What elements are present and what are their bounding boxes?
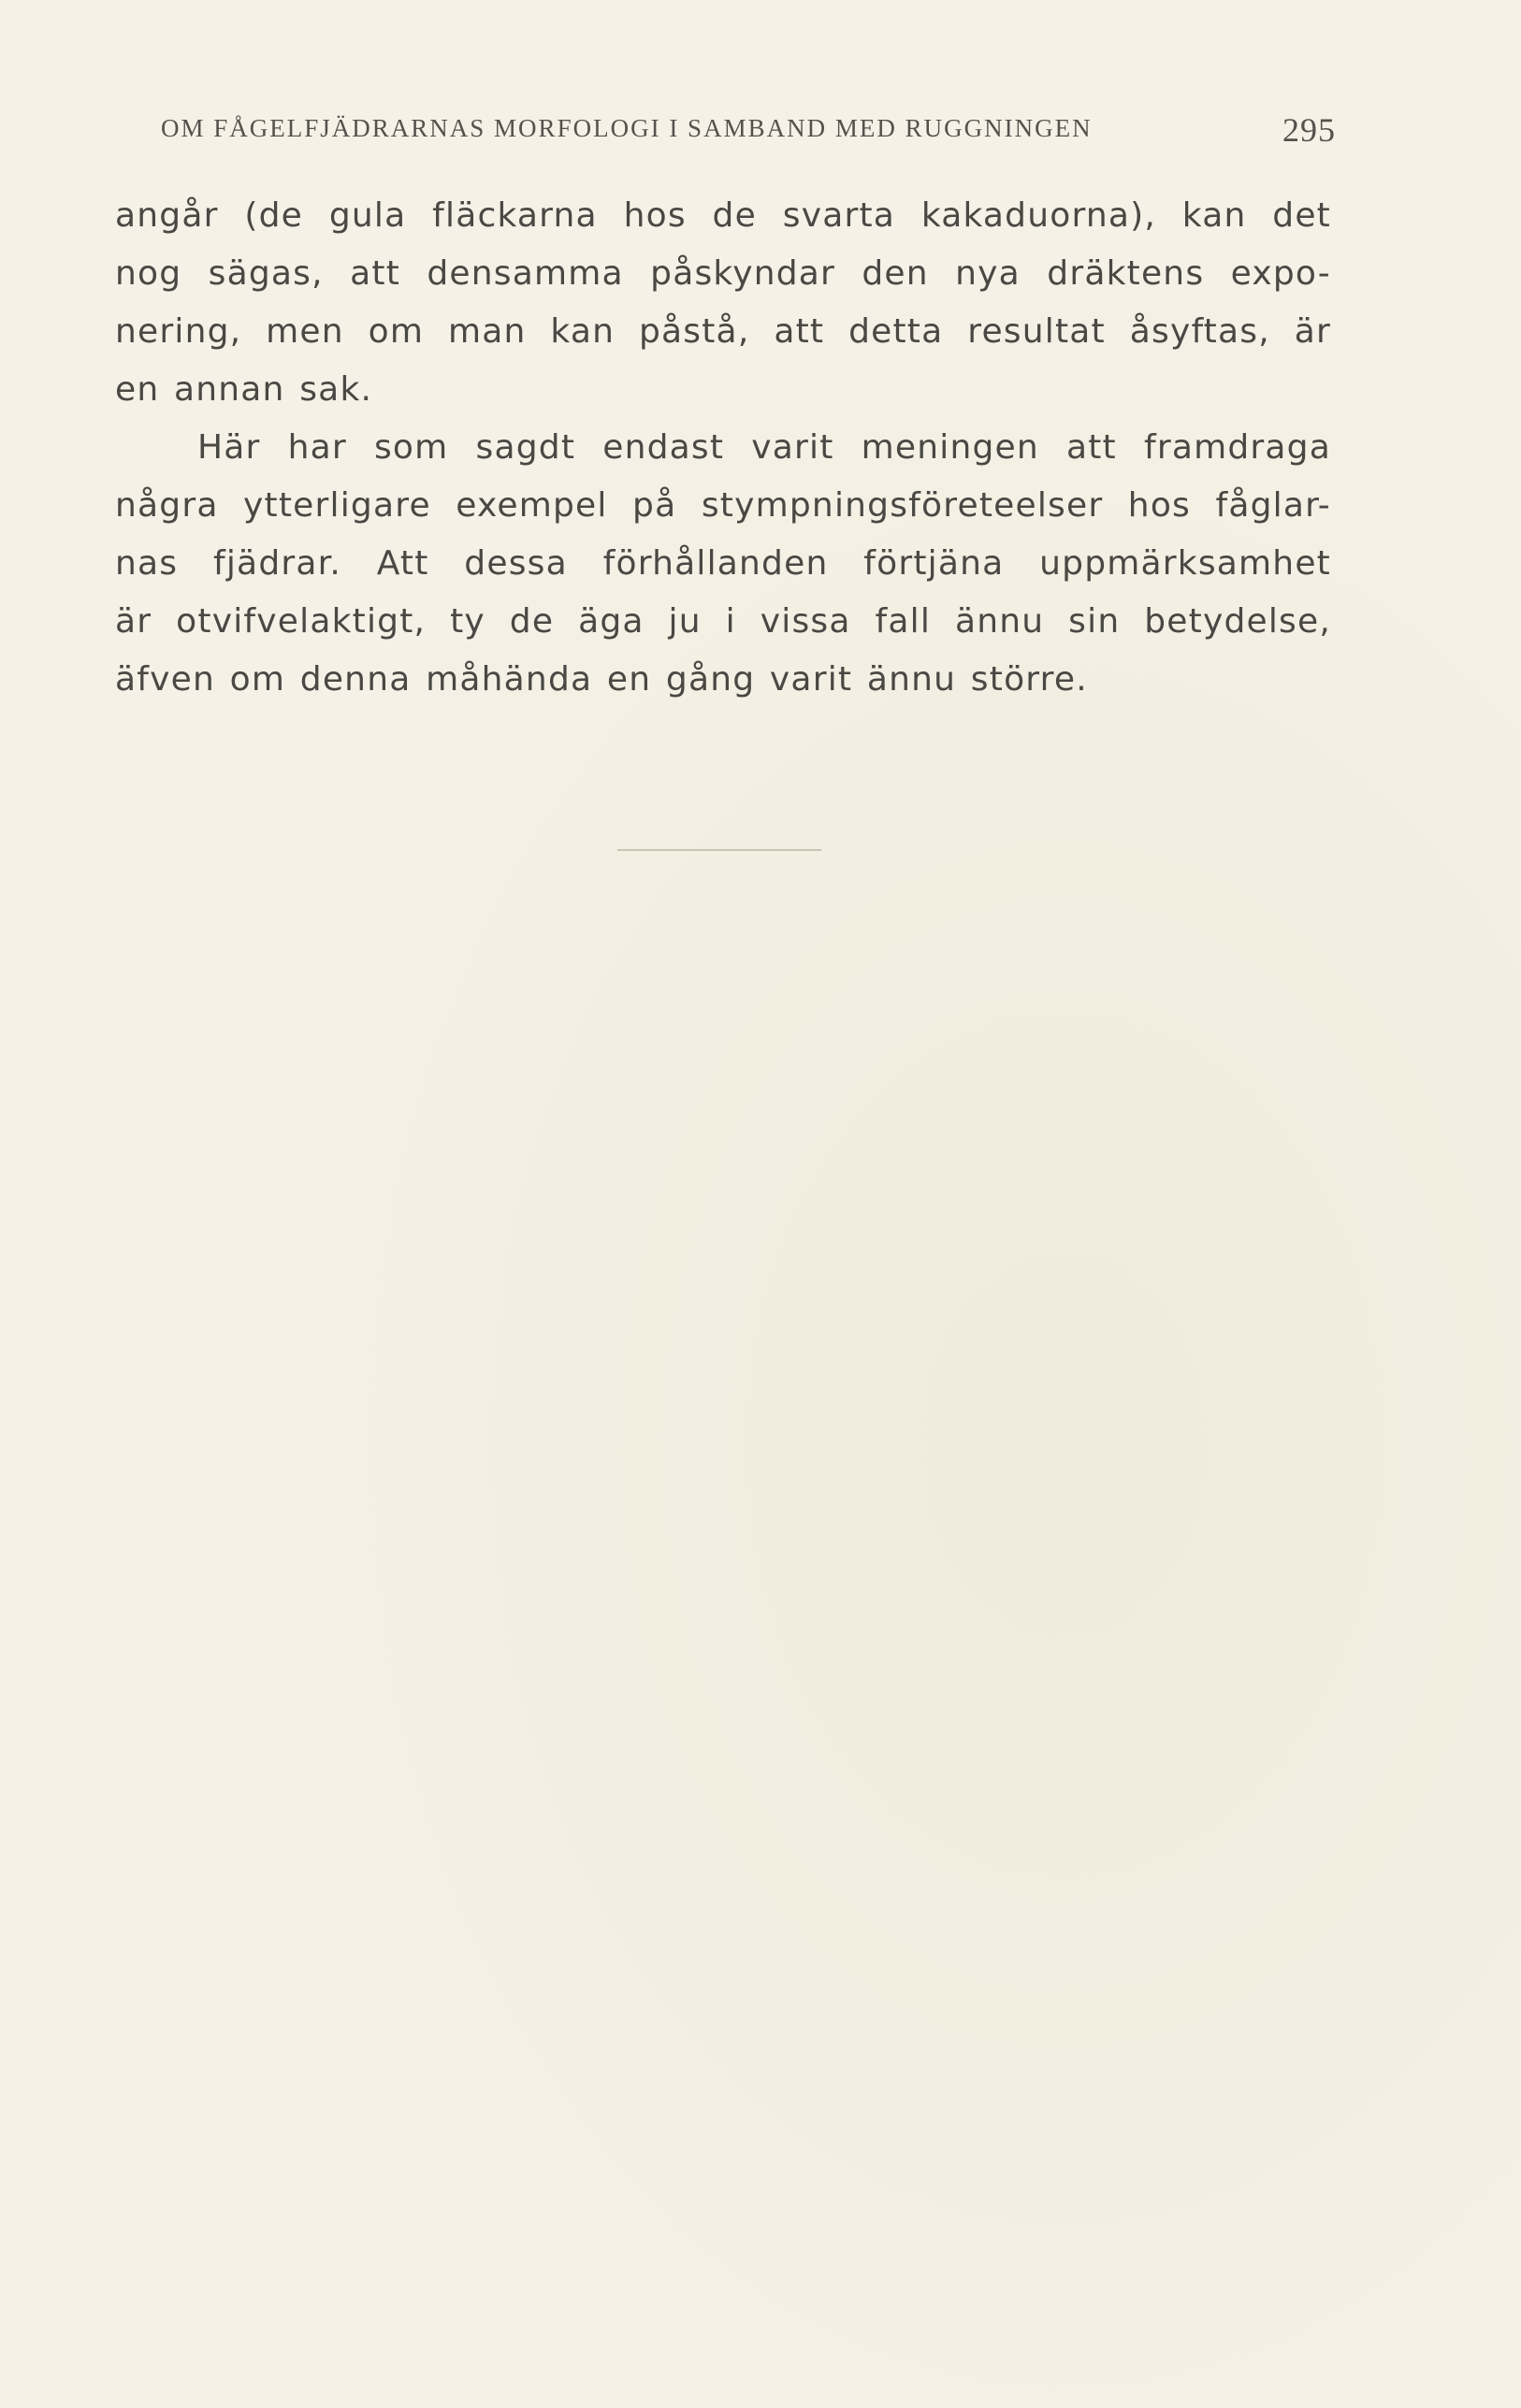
text-line: äfven om denna måhända en gång varit ännu större. xyxy=(115,660,1088,699)
text-line: några ytterligare exempel på stympningsföreteelser hos fåglar- xyxy=(115,486,1331,525)
section-end-rule xyxy=(617,849,821,851)
text-line: angår (de gula fläckarna hos de svarta kakaduorna), kan det xyxy=(115,196,1331,235)
running-title: OM FÅGELFJÄDRARNAS MORFOLOGI I SAMBAND MED RUGGNINGEN xyxy=(161,114,1093,142)
text-line: nog sägas, att densamma påskyndar den nya dräktens expo- xyxy=(115,254,1331,293)
running-head xyxy=(161,111,1336,151)
paragraph-start-line: Här har som sagdt endast varit meningen att framdraga xyxy=(197,428,1331,467)
page-number: 295 xyxy=(1282,111,1336,149)
text-line: nering, men om man kan påstå, att detta resultat åsyftas, är xyxy=(115,312,1331,351)
text-line: en annan sak. xyxy=(115,370,373,409)
text-line: nas fjädrar. Att dessa förhållanden förtjäna uppmärksamhet xyxy=(115,544,1331,583)
text-line: är otvifvelaktigt, ty de äga ju i vissa fall ännu sin betydelse, xyxy=(115,602,1331,641)
body-text xyxy=(115,187,1331,709)
